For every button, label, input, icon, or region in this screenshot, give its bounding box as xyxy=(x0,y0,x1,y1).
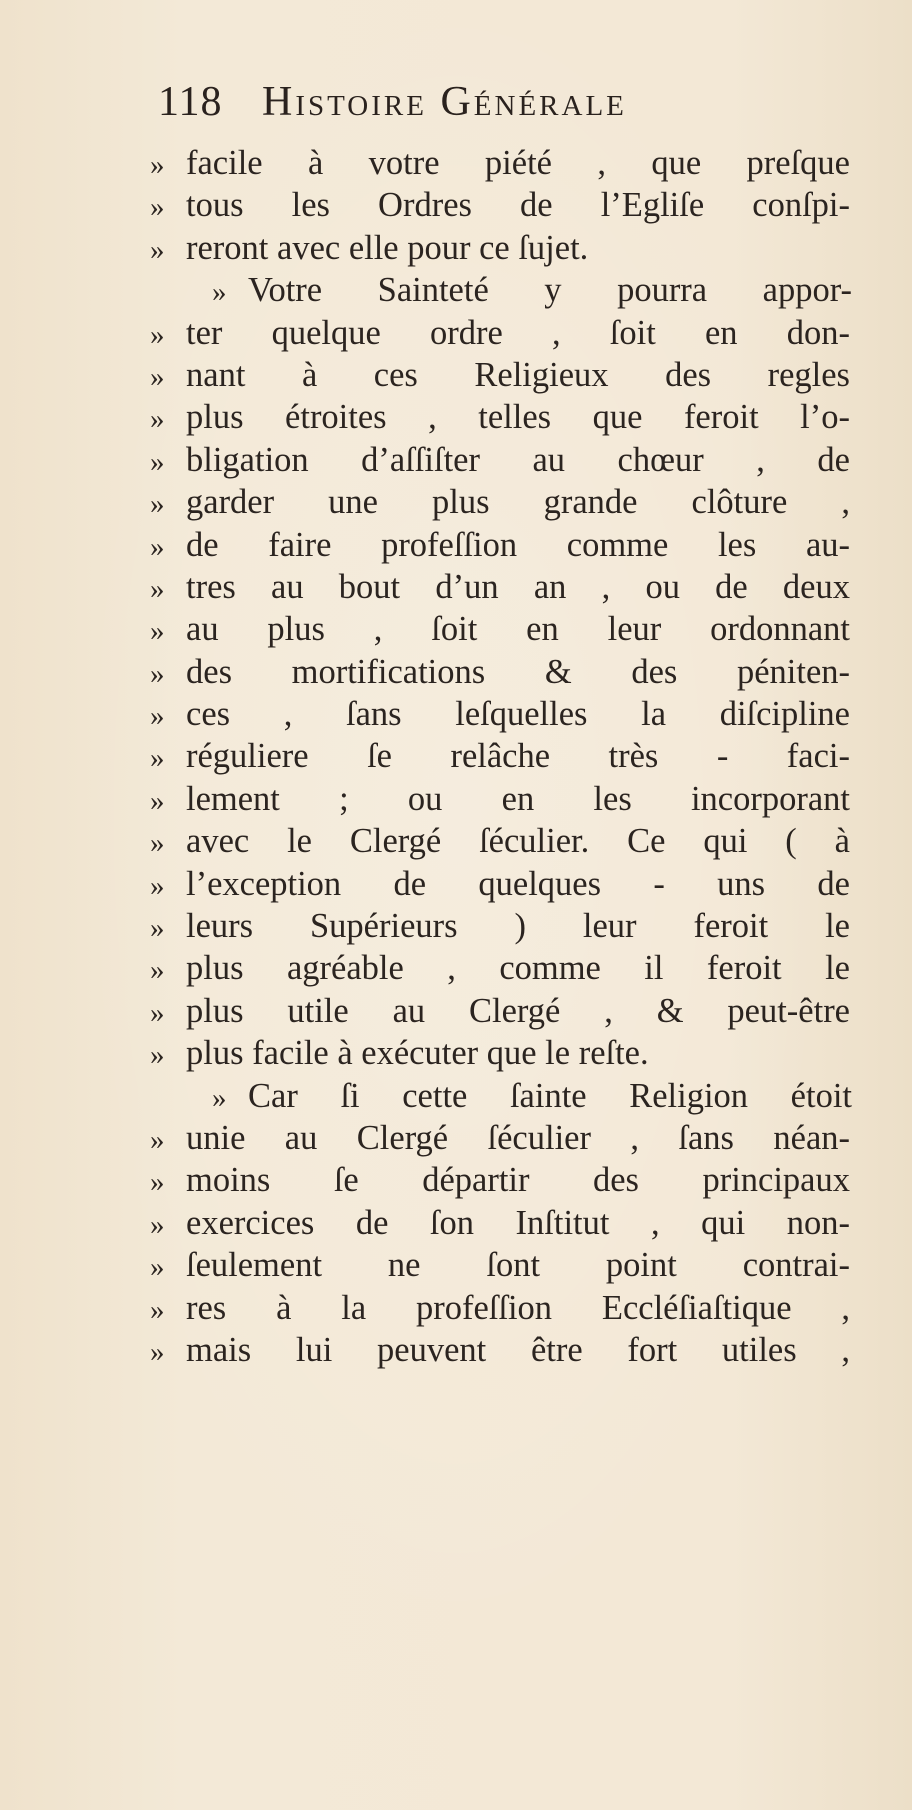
text-line xyxy=(150,820,892,862)
line-text: moins ſe départir des principaux xyxy=(186,1161,850,1200)
quotation-mark: » xyxy=(150,1335,165,1368)
line-text: Votre Sainteté y pourra appor- xyxy=(248,271,852,310)
quotation-mark: » xyxy=(150,912,165,945)
line-text: tous les Ordres de l’Egliſe conſpi- xyxy=(186,186,850,225)
quotation-mark: » xyxy=(150,615,165,648)
text-line xyxy=(150,184,892,226)
line-text: bligation d’aſſiſter au chœur , de xyxy=(186,440,850,479)
quotation-mark: » xyxy=(150,572,165,605)
line-text: mais lui peuvent être fort utiles , xyxy=(186,1330,850,1369)
text-line xyxy=(150,269,892,311)
line-text: lement ; ou en les incorporant xyxy=(186,779,850,818)
line-text: exercices de ſon Inſtitut , qui non- xyxy=(186,1203,850,1242)
line-text: plus étroites , telles que feroit l’o- xyxy=(186,398,850,437)
text-line xyxy=(150,1032,892,1074)
line-text: plus agréable , comme il feroit le xyxy=(186,949,850,988)
line-text: l’exception de quelques - uns de xyxy=(186,864,850,903)
line-text: réguliere ſe relâche très - faci- xyxy=(186,737,850,776)
page-header xyxy=(158,78,798,140)
text-line xyxy=(150,439,892,481)
text-line xyxy=(150,1244,892,1286)
quotation-mark: » xyxy=(212,1081,227,1114)
quotation-mark: » xyxy=(150,742,165,775)
line-text: plus utile au Clergé , & peut-être xyxy=(186,991,850,1030)
quotation-mark: » xyxy=(150,1166,165,1199)
text-line xyxy=(150,1287,892,1329)
line-text: avec le Clergé ſéculier. Ce qui ( à xyxy=(186,822,850,861)
line-text: Car ſi cette ſainte Religion étoit xyxy=(248,1076,852,1115)
quotation-mark: » xyxy=(150,700,165,733)
quotation-mark: » xyxy=(150,827,165,860)
line-text: unie au Clergé ſéculier , ſans néan- xyxy=(186,1118,850,1157)
line-text: de faire profeſſion comme les au- xyxy=(186,525,850,564)
quotation-mark: » xyxy=(150,445,165,478)
quotation-mark: » xyxy=(150,869,165,902)
running-title: Histoire Générale xyxy=(262,79,627,125)
text-line xyxy=(150,481,892,523)
line-text: facile à votre piété , que preſque xyxy=(186,144,850,182)
text-line xyxy=(150,1202,892,1244)
quotation-mark: » xyxy=(150,1039,165,1072)
quotation-mark: » xyxy=(150,657,165,690)
quotation-mark: » xyxy=(150,403,165,436)
text-line xyxy=(150,608,892,650)
quotation-mark: » xyxy=(150,530,165,563)
text-line xyxy=(150,312,892,354)
text-line xyxy=(150,990,892,1032)
text-line xyxy=(150,1159,892,1201)
quotation-mark: » xyxy=(150,488,165,521)
text-line xyxy=(150,524,892,566)
line-text: plus facile à exécuter que le reſte. xyxy=(186,1034,649,1073)
text-line xyxy=(150,863,892,905)
text-line xyxy=(150,1075,892,1117)
line-text: ſeulement ne ſont point contrai- xyxy=(186,1246,850,1285)
line-text: ter quelque ordre , ſoit en don- xyxy=(186,313,850,352)
text-line xyxy=(150,651,892,693)
line-text: res à la profeſſion Eccléſiaſtique , xyxy=(186,1288,850,1327)
body-text xyxy=(150,142,892,1371)
text-line xyxy=(150,905,892,947)
line-text: reront avec elle pour ce ſujet. xyxy=(186,228,589,267)
text-line xyxy=(150,142,892,184)
text-line xyxy=(150,354,892,396)
line-text: des mortifications & des péniten- xyxy=(186,652,850,691)
line-text: tres au bout d’un an , ou de deux xyxy=(186,567,850,606)
quotation-mark: » xyxy=(150,1293,165,1326)
text-line xyxy=(150,778,892,820)
quotation-mark: » xyxy=(150,1251,165,1284)
page-number: 118 xyxy=(158,79,223,125)
quotation-mark: » xyxy=(150,360,165,393)
text-line xyxy=(150,947,892,989)
text-line xyxy=(150,1117,892,1159)
text-line xyxy=(150,735,892,777)
quotation-mark: » xyxy=(150,954,165,987)
quotation-mark: » xyxy=(150,191,165,224)
quotation-mark: » xyxy=(150,318,165,351)
quotation-mark: » xyxy=(150,1208,165,1241)
text-line xyxy=(150,693,892,735)
line-text: leurs Supérieurs ) leur feroit le xyxy=(186,907,850,946)
quotation-mark: » xyxy=(212,276,227,309)
line-text: ces , ſans leſquelles la diſcipline xyxy=(186,695,850,734)
line-text: nant à ces Religieux des regles xyxy=(186,355,850,394)
text-line xyxy=(150,396,892,438)
text-line xyxy=(150,1329,892,1371)
text-line xyxy=(150,566,892,608)
quotation-mark: » xyxy=(150,233,165,266)
line-text: garder une plus grande clôture , xyxy=(186,483,850,522)
quotation-mark: » xyxy=(150,1123,165,1156)
quotation-mark: » xyxy=(150,784,165,817)
quotation-mark: » xyxy=(150,149,165,181)
line-text: au plus , ſoit en leur ordonnant xyxy=(186,610,850,649)
text-line xyxy=(150,227,892,269)
quotation-mark: » xyxy=(150,996,165,1029)
